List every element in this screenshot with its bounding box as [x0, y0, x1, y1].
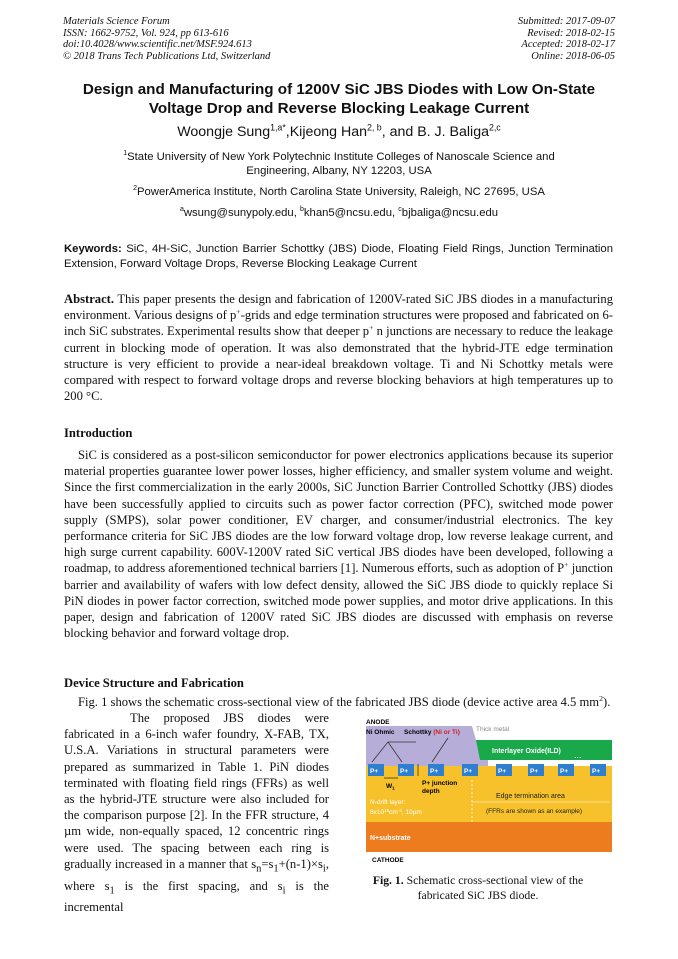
journal-name: Materials Science Forum: [63, 16, 170, 27]
svg-text:P+: P+: [370, 768, 379, 775]
aff2-text: PowerAmerica Institute, North Carolina State University, Raleigh, NC 27695, USA: [136, 186, 545, 198]
affiliation-1: [40, 150, 638, 178]
sub-1b: 1: [109, 885, 115, 897]
paper-title: [40, 80, 638, 118]
device-para-2: [64, 710, 329, 915]
device-text-2a: The proposed JBS diodes were fabricated in a 6-inch wafer foundry, X-FAB, TX, U.S.A. Variations in structural parameters were prepared as summarized in Table 1. PiN diodes terminated with floating field rings (FFRs) as well as the hybrid-JTE structure were also included for the comparison purpose [2]. In the FFR structure, 4 µm wide, non-equally spaced, 12 concentric rings were used. The spacing between each ring is gradually increased in a manner that s: [64, 711, 329, 871]
jbs-cross-section-figure: [352, 718, 612, 866]
abstract-sup-2: +: [369, 323, 374, 333]
ild-label: Interlayer Oxide(ILD): [492, 748, 561, 755]
device-text-2f: is the incremental: [64, 878, 329, 915]
sub-i-b: i: [282, 885, 286, 897]
device-text-2c: +(n-1)×s: [278, 856, 323, 871]
sub-i-a: i: [322, 863, 326, 875]
journal-info: [63, 16, 270, 62]
intro-text-1: SiC is considered as a post-silicon semiconductor for power electronics applications because its superior material properties guarantee lower power losses, higher efficiency, and smaller system volume and weight. Since the first commercialization in the early 2000s, SiC Junction Barrier Controlled Schottky (JBS) diodes have been successfully applied to circuits such as power factor correction (PFC), switched mode power supply (SMPS), solar power conditioner, EV charger, and consumer/industrial electronics. The key performance criteria for SiC JBS diodes are the low forward voltage drop, low reverse leakage current, and high surge current capability. 600V-1200V rated SiC vertical JBS diodes have been developed, following a roadmap, to address aforementioned technical barriers [1]. Numerous efforts, such as adoption of P: [64, 448, 613, 576]
author-3-sup: 2,c: [488, 122, 501, 133]
svg-text:P+: P+: [592, 768, 601, 775]
svg-text:P+: P+: [430, 768, 439, 775]
issn-line: ISSN: 1662-9752, Vol. 924, pp 613-616: [63, 27, 229, 39]
copyright-line: © 2018 Trans Tech Publications Ltd, Switzerland: [63, 50, 271, 62]
author-1: Woongje Sung: [177, 124, 271, 140]
junction-depth-label-1: P+ junction: [422, 780, 458, 787]
keywords-text: SiC, 4H-SiC, Junction Barrier Schottky (JBS) Diode, Floating Field Rings, Junction Termination Extension, Forward Voltage Drops, Reverse Blocking Leakage Current: [64, 243, 613, 270]
device-sup: 2: [599, 693, 603, 703]
abstract-sup-1: +: [236, 307, 241, 317]
email-a[interactable]: wsung@sunypoly.edu: [183, 207, 294, 219]
email-c-sup: c: [398, 206, 402, 214]
dates-info: [518, 16, 615, 62]
intro-text-2: junction barrier and availability of wafers with low defect density, allowed the SiC JBS diode to quickly replace Si PiN diodes in power factor correction, switched mode power supplies, and motor drive applications. In this paper, design and fabrication of 1200V rated SiC JBS diodes are discussed with emphasis on reverse blocking behavior and forward voltage drop.: [64, 561, 613, 641]
device-structure-heading: Device Structure and Fabrication: [64, 676, 244, 690]
abstract: [64, 291, 613, 404]
anode-label: ANODE: [366, 719, 390, 726]
aff2-sup: 2: [133, 185, 137, 193]
svg-text:P+: P+: [464, 768, 473, 775]
caption-line-2: fabricated SiC JBS diode.: [417, 888, 539, 902]
keywords-label: Keywords:: [64, 243, 122, 255]
email-a-sup: a: [179, 206, 184, 214]
accepted-date: Accepted: 2018-02-17: [521, 39, 615, 50]
doi-line: doi:10.4028/www.scientific.net/MSF.924.613: [63, 39, 252, 50]
author-list: Woongje Sung$^{1,a*}$,Kijeong Han$^{2, b}$, and B. J. Baliga$^{2,c}$: [177, 122, 501, 140]
sub-n: n: [256, 863, 262, 875]
svg-text:P+: P+: [560, 768, 569, 775]
junction-depth-label-2: depth: [422, 788, 440, 795]
caption-line-1: Schematic cross-sectional view of the: [406, 874, 584, 887]
abstract-text-3: n junctions are necessary to reduce the leakage current in blocking mode of operation. It was also demonstrated that the hybrid-JTE edge termination structure is very efficient to provide a near-ideal breakdown voltage. Ti and Ni Schottky metals were compared with respect to forward voltage drops and reverse blocking behaviors at high temperatures up to 200 °C.: [64, 324, 613, 404]
more-rings-dots: ...: [574, 750, 582, 760]
device-para-1: [64, 694, 613, 710]
svg-text:P+: P+: [530, 768, 539, 775]
svg-text:P+: P+: [498, 768, 507, 775]
device-text-1b: ).: [603, 695, 611, 709]
keywords: [64, 242, 613, 271]
ni-ohmic-label: Ni Ohmic: [366, 729, 395, 736]
author-1-sup: 1,a*: [270, 122, 286, 133]
aff1-sup: 1: [123, 150, 128, 158]
author-2: Kijeong Han: [289, 124, 368, 140]
author-2-sup: 2, b: [367, 122, 382, 133]
device-text-2d: , where s: [64, 856, 329, 893]
email-b[interactable]: khan5@ncsu.edu: [303, 207, 392, 219]
revised-date: Revised: 2018-02-15: [527, 27, 615, 39]
aff1-line1: State University of New York Polytechnic Institute Colleges of Nanoscale Science and: [127, 151, 555, 163]
w1-label: $W_1$: [386, 783, 395, 791]
affiliation-2: [40, 185, 638, 199]
introduction-heading: Introduction: [64, 426, 133, 440]
device-text-2e: is the first spacing, and s: [114, 878, 283, 893]
email-list: $^a$wsung@sunypoly.edu, $^b$khan5@ncsu.edu, $^c$bjbaliga@ncsu.edu: [179, 206, 499, 219]
substrate-label: N+substrate: [370, 835, 411, 842]
ndrift-label-1: N-drift layer:: [370, 799, 406, 806]
device-text-2b: =s: [261, 856, 274, 871]
email-b-sup: b: [299, 206, 304, 214]
title-line-2: Voltage Drop and Reverse Blocking Leakage Current: [148, 100, 530, 117]
thick-metal-label: Thick metal: [476, 726, 510, 733]
abstract-label: Abstract.: [64, 292, 115, 306]
author-3: and B. J. Baliga: [389, 124, 489, 140]
title-line-1: Design and Manufacturing of 1200V SiC JBS Diodes with Low On-State: [82, 81, 596, 98]
ndrift-label-2: $8x10^{15}cm^{-3}$, 10µm: [370, 808, 422, 816]
email-c[interactable]: bjbaliga@ncsu.edu: [401, 207, 499, 219]
introduction-body: [64, 447, 613, 641]
device-text-1a: Fig. 1 shows the schematic cross-sectional view of the fabricated JBS diode (device active area 4.5 mm: [78, 695, 600, 709]
cathode-label: CATHODE: [372, 857, 404, 864]
caption-label: Fig. 1.: [372, 874, 404, 887]
intro-sup: +: [564, 560, 569, 570]
figure-caption: [343, 874, 613, 903]
submitted-date: Submitted: 2017-09-07: [517, 16, 615, 27]
online-date: Online: 2018-06-05: [531, 50, 615, 62]
aff1-line2: Engineering, Albany, NY 12203, USA: [246, 165, 432, 177]
abstract-text-2: -grids and edge termination structures were proposed and fabricated on 6-inch SiC substrates. Experimental results show that deeper p: [64, 308, 613, 339]
abstract-text-1: This paper presents the design and fabrication of 1200V-rated SiC JBS diodes in a manufacturing environment. Various designs of p: [64, 292, 614, 323]
sub-1a: 1: [273, 863, 279, 875]
schottky-label: Schottky (Ni or Ti): [404, 729, 460, 736]
edge-term-label-2: (FFRs are shown as an example): [486, 808, 583, 815]
svg-text:P+: P+: [400, 768, 409, 775]
edge-term-label-1: Edge termination area: [496, 793, 565, 800]
